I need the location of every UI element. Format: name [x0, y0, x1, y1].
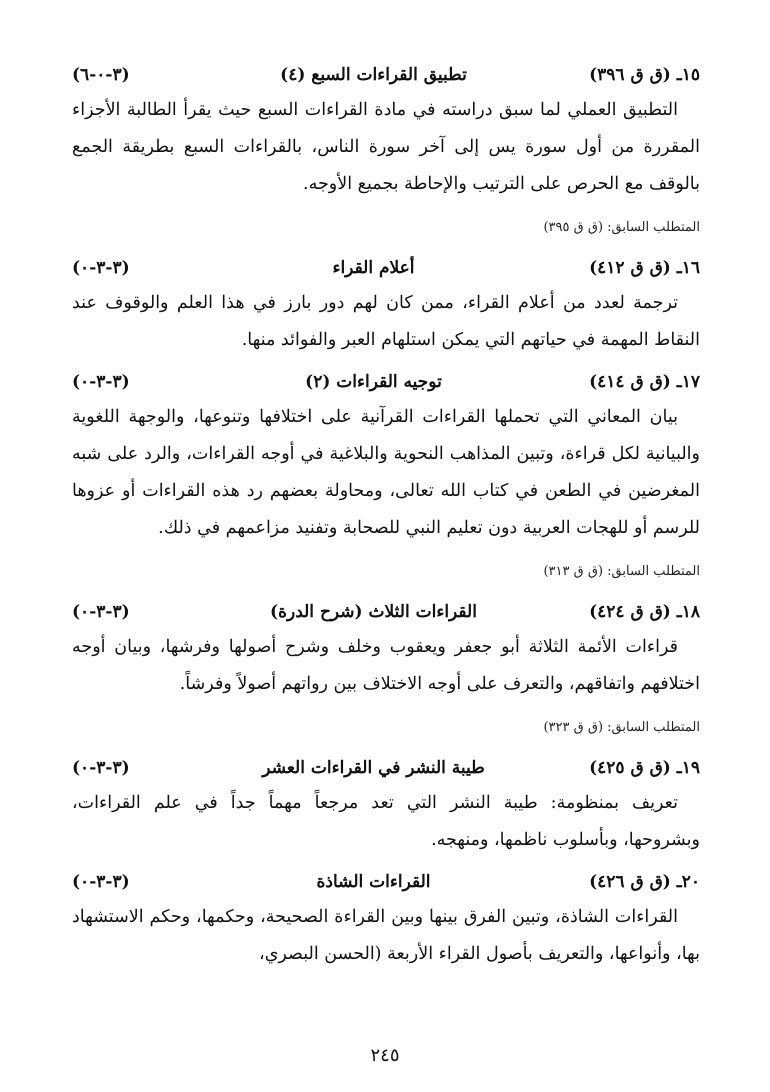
- course-title: طيبة النشر في القراءات العشر: [262, 758, 485, 778]
- course-description: قراءات الأئمة الثلاثة أبو جعفر ويعقوب وخلف وشرح أصولها وفرشها، وبيان أوجه اختلافهم واتفاقهم، والتعرف على أوجه الاختلاف بين رواتهم أصولاً وفرشاً.: [72, 637, 700, 694]
- course-number: ١٨ـ (ق ق ٤٢٤): [589, 602, 700, 622]
- course-hours: (٣-٣-٠): [72, 372, 130, 392]
- course-description: بيان المعاني التي تحملها القراءات القرآنية على اختلافها وتنوعها، والوجهة اللغوية والبيانية لكل قراءة، وتبين المذاهب النحوية والبلاغية في أوجه القراءات، والرد على شبه المغرضين في الطعن في كتاب الله تعالى، ومحاولة بعضهم رد هذه القراءات أو عزوها للرسم أو للهجات العربية دون تعليم النبي للصحابة وتفنيد مزاعمهم في ذلك.: [72, 407, 700, 538]
- course-description: التطبيق العملي لما سبق دراسته في مادة القراءات السبع حيث يقرأ الطالبة الأجزاء المقررة من أول سورة يس إلى آخر سورة الناس، بالقراءات السبع بطريقة الجمع بالوقف مع الحرص على الترتيب والإحاطة بجميع الأوجه.: [72, 100, 700, 194]
- course-header: [72, 251, 700, 285]
- course-description: تعريف بمنظومة: طيبة النشر التي تعد مرجعاً مهماً جداً في علم القراءات، وبشروحها، وبأسلوب ناظمها، ومنهجه.: [72, 793, 700, 850]
- course-header: [72, 58, 700, 92]
- course-19: [72, 751, 700, 865]
- course-title: القراءات الثلاث (شرح الدرة): [270, 602, 477, 622]
- course-title: تطبيق القراءات السبع (٤): [280, 65, 467, 85]
- course-hours: (٣-٣-٠): [72, 758, 130, 778]
- course-description: القراءات الشاذة، وتبين الفرق بينها وبين القراءة الصحيحة، وحكمها، وحكم الاستشهاد بها، وأنواعها، والتعريف بأصول القراء الأربعة (الحسن البصري،: [72, 907, 700, 964]
- course-number: ١٦ـ (ق ق ٤١٢): [589, 258, 700, 278]
- course-title: أعلام القراء: [332, 258, 415, 278]
- course-17: [72, 365, 700, 585]
- page-number-text: ٢٤٥: [370, 1045, 400, 1066]
- course-hours: (٣-٣-٠): [72, 602, 130, 622]
- course-header: [72, 595, 700, 629]
- course-number: ٢٠ـ (ق ق ٤٢٦): [589, 872, 700, 892]
- course-hours: (٣-٠-٦): [72, 65, 130, 85]
- course-header: [72, 751, 700, 785]
- course-20: [72, 865, 700, 973]
- course-header: [72, 365, 700, 399]
- course-number: ١٥ـ (ق ق ٣٩٦): [589, 65, 700, 85]
- course-18: [72, 595, 700, 741]
- page-number: [0, 1045, 770, 1066]
- course-hours: (٣-٣-٠): [72, 258, 130, 278]
- course-number: ١٩ـ (ق ق ٤٢٥): [589, 758, 700, 778]
- course-header: [72, 865, 700, 899]
- course-title: توجيه القراءات (٢): [305, 372, 442, 392]
- course-description: ترجمة لعدد من أعلام القراء، ممن كان لهم دور بارز في هذا العلم والوقوف عند النقاط المهمة في حياتهم التي يمكن استلهام العبر والفوائد منها.: [72, 293, 700, 350]
- course-prerequisite: المتطلب السابق: (ق ق ٣١٣): [543, 564, 700, 579]
- course-title: القراءات الشاذة: [316, 872, 431, 892]
- course-prerequisite: المتطلب السابق: (ق ق ٣٢٣): [543, 720, 700, 735]
- course-15: [72, 58, 700, 241]
- course-number: ١٧ـ (ق ق ٤١٤): [589, 372, 700, 392]
- course-16: [72, 251, 700, 365]
- course-prerequisite: المتطلب السابق: (ق ق ٣٩٥): [543, 220, 700, 235]
- course-hours: (٣-٣-٠): [72, 872, 130, 892]
